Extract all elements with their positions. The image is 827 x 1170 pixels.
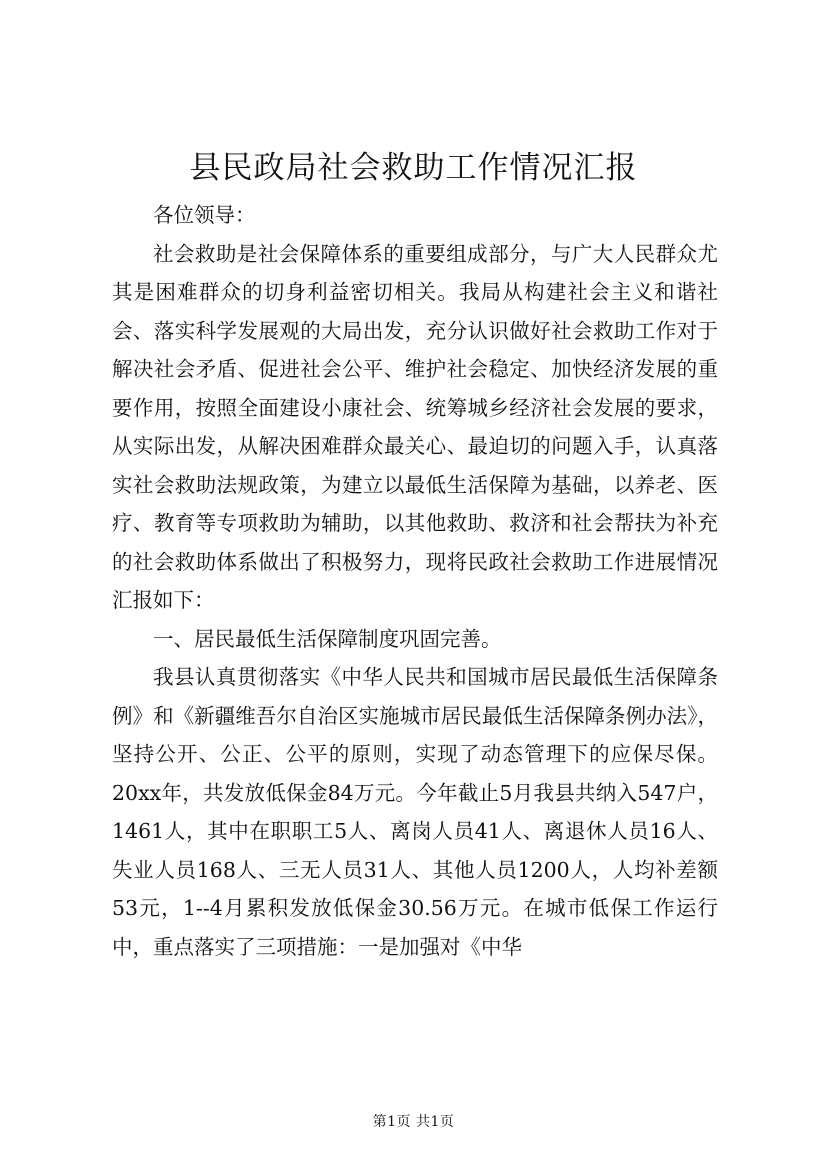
- body-paragraph-intro: 社会救助是社会保障体系的重要组成部分，与广大人民群众尤其是困难群众的切身利益密切相关。我局从构建社会主义和谐社会、落实科学发展观的大局出发，充分认识做好社会救助工作对于解决社会矛盾、促进社会公平、维护社会稳定、加快经济发展的重要作用，按照全面建设小康社会、统筹城乡经济社会发展的要求，从实际出发，从解决困难群众最关心、最迫切的问题入手，认真落实社会救助法规政策，为建立以最低生活保障为基础，以养老、医疗、教育等专项救助为辅助，以其他救助、救济和社会帮扶为补充的社会救助体系做出了积极努力，现将民政社会救助工作进展情况汇报如下：: [112, 241, 718, 612]
- page-footer: 第1页 共1页: [372, 1114, 455, 1130]
- document-body: [112, 196, 718, 966]
- section-heading-1: 一、居民最低生活保障制度巩固完善。: [153, 626, 502, 651]
- salutation: 各位领导：: [153, 203, 256, 227]
- document-title: 县民政局社会救助工作情况汇报: [189, 150, 638, 186]
- body-paragraph-section-1: 我县认真贯彻落实《中华人民共和国城市居民最低生活保障条例》和《新疆维吾尔自治区实施城市居民最低生活保障条例办法》，坚持公开、公正、公平的原则，实现了动态管理下的应保尽保。20xx年，共发放低保金84万元。今年截止5月我县共纳入547户，1461人，其中在职职工5人、离岗人员41人、离退休人员16人、失业人员168人、三无人员31人、其他人员1200人，人均补差额53元，1--4月累积发放低保金30.56万元。在城市低保工作运行中，重点落实了三项措施：一是加强对《中华: [112, 665, 718, 959]
